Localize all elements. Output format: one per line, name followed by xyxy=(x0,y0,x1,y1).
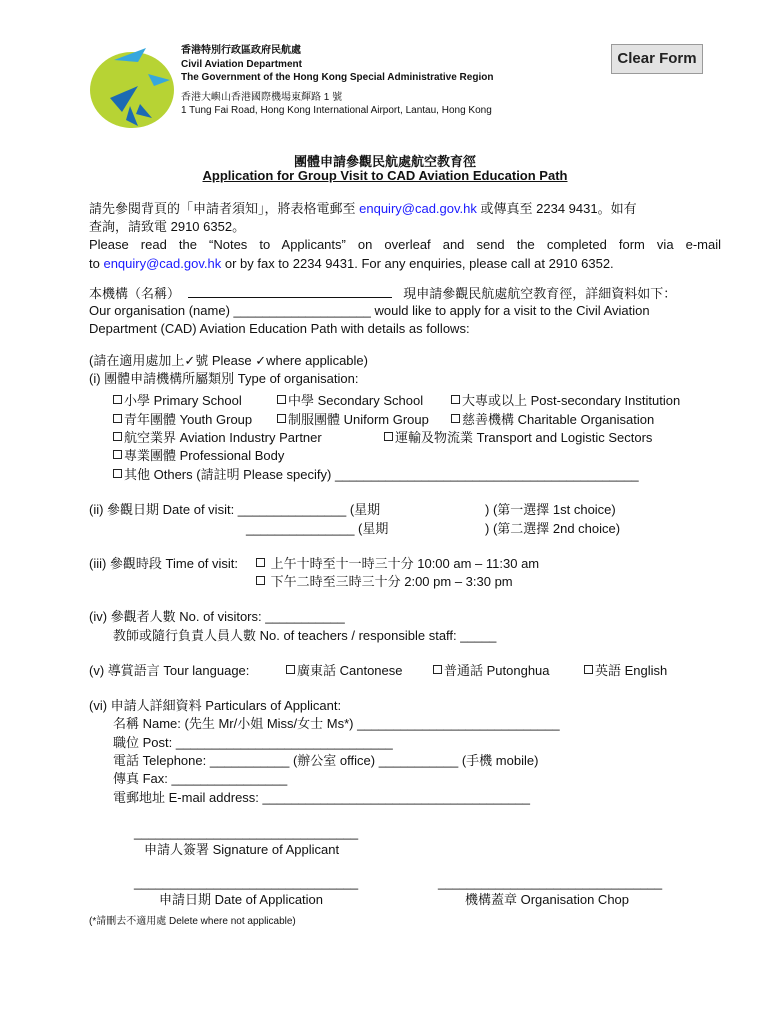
intro-en-1: Please read the “Notes to Applicants” on overleaf and send the completed form via e-mail xyxy=(89,237,721,252)
opt-charitable: 慈善機構 Charitable Organisation xyxy=(462,412,655,427)
checkbox-primary[interactable] xyxy=(113,395,122,404)
opt-transport: 運輸及物流業 Transport and Logistic Sectors xyxy=(395,430,653,445)
applicant-post-field[interactable]: 職位 Post: ______________________________ xyxy=(113,735,393,750)
checkbox-transport[interactable] xyxy=(384,432,393,441)
opt-morning: 上午十時至十一時三十分 10:00 am – 11:30 am xyxy=(270,556,540,571)
q2-choice-2: ) (第二選擇 2nd choice) xyxy=(485,521,621,536)
intro-zh-1b: 或傳真至 2234 9431。如有 xyxy=(480,201,637,216)
form-title-zh: 團體申請參觀民航處航空教育徑 xyxy=(293,154,476,169)
checkbox-cantonese[interactable] xyxy=(286,665,295,674)
opt-others: 其他 Others (請註明 Please specify) __________________________________________ xyxy=(124,467,639,482)
date-line[interactable]: _______________________________ xyxy=(134,875,359,890)
org-name-field[interactable] xyxy=(188,285,392,298)
chop-label: 機構蓋章 Organisation Chop xyxy=(465,892,630,907)
intro-en-2b: or by fax to 2234 9431. For any enquiries, please call at 2910 6352. xyxy=(224,256,614,271)
dept-name-en: Civil Aviation Department xyxy=(181,59,302,70)
checkbox-secondary[interactable] xyxy=(277,395,286,404)
org-en-1a: Our organisation (name) ___________________ xyxy=(89,303,371,318)
org-rest-zh: 現申請參觀民航處航空教育徑，詳細資料如下： xyxy=(403,286,677,301)
q4-visitors[interactable]: (iv) 參觀者人數 No. of visitors: ___________ xyxy=(89,609,345,624)
form-title-en: Application for Group Visit to CAD Aviation Education Path xyxy=(202,168,568,183)
opt-cantonese: 廣東話 Cantonese xyxy=(297,663,403,678)
q6-label: (vi) 申請人詳細資料 Particulars of Applicant: xyxy=(89,698,342,713)
intro-en-2a: to xyxy=(89,256,100,271)
q3-label: (iii) 參觀時段 Time of visit: xyxy=(89,556,239,571)
applicant-name-field[interactable]: 名稱 Name: (先生 Mr/小姐 Miss/女士 Ms*) ____________________________ xyxy=(113,716,560,731)
opt-afternoon: 下午二時至三時三十分 2:00 pm – 3:30 pm xyxy=(270,574,513,589)
email-link-2[interactable]: enquiry@cad.gov.hk xyxy=(103,256,222,271)
checkbox-professional[interactable] xyxy=(113,450,122,459)
q2-date-1[interactable]: (ii) 參觀日期 Date of visit: _______________ (星期 xyxy=(89,502,381,517)
checkbox-morning[interactable] xyxy=(256,558,265,567)
opt-aviation-industry: 航空業界 Aviation Industry Partner xyxy=(124,430,322,445)
checkbox-putonghua[interactable] xyxy=(433,665,442,674)
q1-label: (i) 團體申請機構所屬類別 Type of organisation: xyxy=(89,371,359,386)
date-label: 申請日期 Date of Application xyxy=(159,892,324,907)
opt-putonghua: 普通話 Putonghua xyxy=(444,663,550,678)
checkbox-charitable[interactable] xyxy=(451,414,460,423)
dept-name-zh: 香港特別行政區政府民航處 xyxy=(181,45,301,56)
checkbox-uniform[interactable] xyxy=(277,414,286,423)
checkbox-afternoon[interactable] xyxy=(256,576,265,585)
org-label-zh: 本機構（名稱） xyxy=(89,286,181,301)
opt-uniform: 制服團體 Uniform Group xyxy=(288,412,429,427)
q2-date-2[interactable]: _______________ (星期 xyxy=(246,521,389,536)
signature-line[interactable]: _______________________________ xyxy=(134,825,359,840)
intro-zh-2: 查詢，請致電 2910 6352。 xyxy=(89,219,246,234)
applicant-telephone-field[interactable]: 電話 Telephone: ___________ (辦公室 office) ___________ (手機 mobile) xyxy=(113,753,539,768)
q5-label: (v) 導賞語言 Tour language: xyxy=(89,663,250,678)
opt-english: 英語 English xyxy=(595,663,668,678)
applicant-email-field[interactable]: 電郵地址 E-mail address: _____________________________________ xyxy=(113,790,531,805)
checkbox-youth[interactable] xyxy=(113,414,122,423)
where-applicable-note: (請在適用處加上✓號 Please ✓where applicable) xyxy=(89,353,368,368)
chop-line[interactable]: _______________________________ xyxy=(438,875,663,890)
q4-teachers[interactable]: 教師或隨行負責人員人數 No. of teachers / responsible staff: _____ xyxy=(113,628,497,643)
opt-youth: 青年團體 Youth Group xyxy=(124,412,253,427)
checkbox-english[interactable] xyxy=(584,665,593,674)
cad-logo-icon xyxy=(86,40,178,132)
org-en-2: Department (CAD) Aviation Education Path with details as follows: xyxy=(89,321,470,336)
address-zh: 香港大嶼山香港國際機場東輝路 1 號 xyxy=(181,92,343,103)
gov-name-en: The Government of the Hong Kong Special Administrative Region xyxy=(181,72,494,83)
signature-label: 申請人簽署 Signature of Applicant xyxy=(144,842,340,857)
checkbox-post-secondary[interactable] xyxy=(451,395,460,404)
q2-choice-1: ) (第一選擇 1st choice) xyxy=(485,502,616,517)
checkbox-aviation-industry[interactable] xyxy=(113,432,122,441)
address-en: 1 Tung Fai Road, Hong Kong International Airport, Lantau, Hong Kong xyxy=(181,105,492,116)
email-link[interactable]: enquiry@cad.gov.hk xyxy=(359,201,477,216)
applicant-fax-field[interactable]: 傳真 Fax: ________________ xyxy=(113,771,288,786)
intro-zh-1a: 請先參閱背頁的「申請者須知」，將表格電郵至 xyxy=(89,201,356,216)
org-en-1b: would like to apply for a visit to the Civil Aviation xyxy=(374,303,650,318)
opt-professional: 專業團體 Professional Body xyxy=(124,448,285,463)
checkbox-others[interactable] xyxy=(113,469,122,478)
clear-form-button[interactable]: Clear Form xyxy=(611,44,703,74)
opt-secondary: 中學 Secondary School xyxy=(288,393,424,408)
footnote: (*請刪去不適用處 Delete where not applicable) xyxy=(89,916,296,927)
opt-post-secondary: 大專或以上 Post-secondary Institution xyxy=(462,393,681,408)
opt-primary: 小學 Primary School xyxy=(124,393,242,408)
